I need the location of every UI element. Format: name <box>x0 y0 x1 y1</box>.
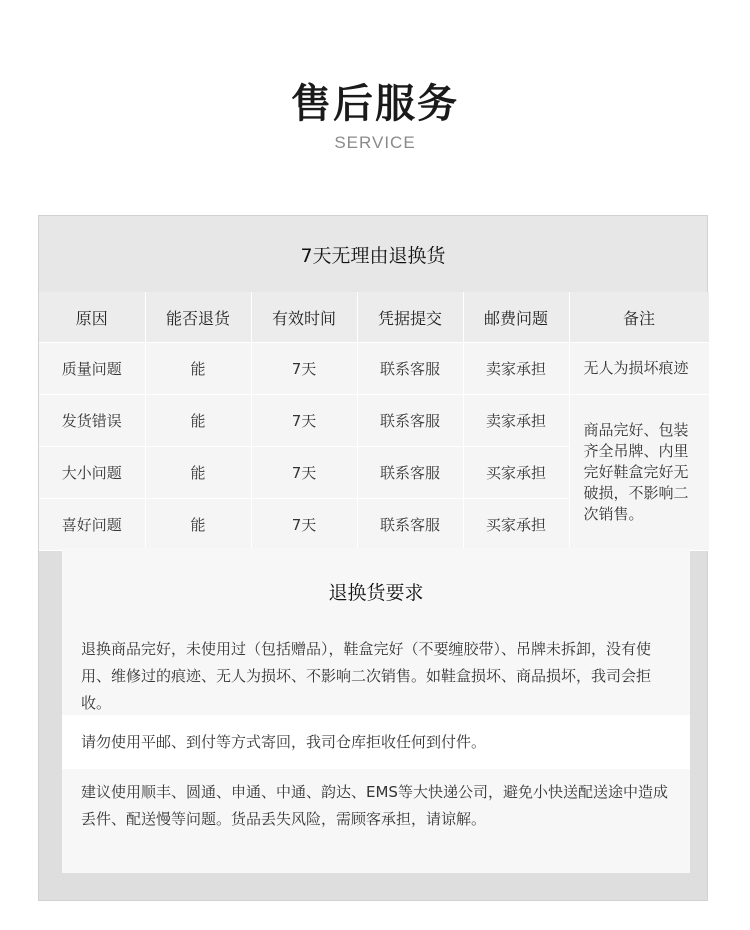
policy-heading: 7天无理由退换货 <box>39 216 707 292</box>
cell-returnable: 能 <box>145 343 251 395</box>
column-header-reason: 原因 <box>39 292 145 343</box>
column-header-notes: 备注 <box>569 292 709 343</box>
cell-period: 7天 <box>251 343 357 395</box>
table-header-row <box>39 292 709 343</box>
page-title: 售后服务 <box>291 81 459 127</box>
after-sales-panel <box>38 215 708 901</box>
cell-proof: 联系客服 <box>357 395 463 447</box>
cell-reason: 大小问题 <box>39 447 145 499</box>
cell-note-merged: 商品完好、包装齐全吊牌、内里完好鞋盒完好无破损，不影响二次销售。 <box>569 395 709 551</box>
cell-reason: 质量问题 <box>39 343 145 395</box>
cell-proof: 联系客服 <box>357 447 463 499</box>
requirements-title: 退换货要求 <box>328 582 424 604</box>
cell-postage: 卖家承担 <box>463 395 569 447</box>
column-header-proof: 凭据提交 <box>357 292 463 343</box>
table-row <box>39 395 709 447</box>
page-subtitle: SERVICE <box>334 133 416 152</box>
cell-postage: 卖家承担 <box>463 343 569 395</box>
cell-period: 7天 <box>251 499 357 551</box>
cell-returnable: 能 <box>145 447 251 499</box>
requirement-item: 退换商品完好，未使用过（包括赠品），鞋盒完好（不要缠胶带）、吊牌未拆卸，没有使用、维修过的痕迹、无人为损坏、不影响二次销售。如鞋盒损坏、商品损坏，我司会拒收。 <box>62 634 690 714</box>
return-policy-table <box>39 292 710 551</box>
cell-postage: 买家承担 <box>463 447 569 499</box>
cell-proof: 联系客服 <box>357 499 463 551</box>
column-header-returnable: 能否退货 <box>145 292 251 343</box>
cell-postage: 买家承担 <box>463 499 569 551</box>
requirement-item: 请勿使用平邮、到付等方式寄回，我司仓库拒收任何到付件。 <box>62 715 690 769</box>
column-header-postage: 邮费问题 <box>463 292 569 343</box>
cell-period: 7天 <box>251 395 357 447</box>
cell-note: 无人为损坏痕迹 <box>569 343 709 395</box>
cell-returnable: 能 <box>145 395 251 447</box>
requirement-item: 建议使用顺丰、圆通、申通、中通、韵达、EMS等大快递公司，避免小快送配送途中造成丢件、配送慢等问题。货品丢失风险，需顾客承担，请谅解。 <box>62 770 690 858</box>
cell-returnable: 能 <box>145 499 251 551</box>
table-row <box>39 343 709 395</box>
return-requirements-card <box>62 548 690 873</box>
column-header-period: 有效时间 <box>251 292 357 343</box>
cell-proof: 联系客服 <box>357 343 463 395</box>
cell-period: 7天 <box>251 447 357 499</box>
cell-reason: 喜好问题 <box>39 499 145 551</box>
cell-reason: 发货错误 <box>39 395 145 447</box>
